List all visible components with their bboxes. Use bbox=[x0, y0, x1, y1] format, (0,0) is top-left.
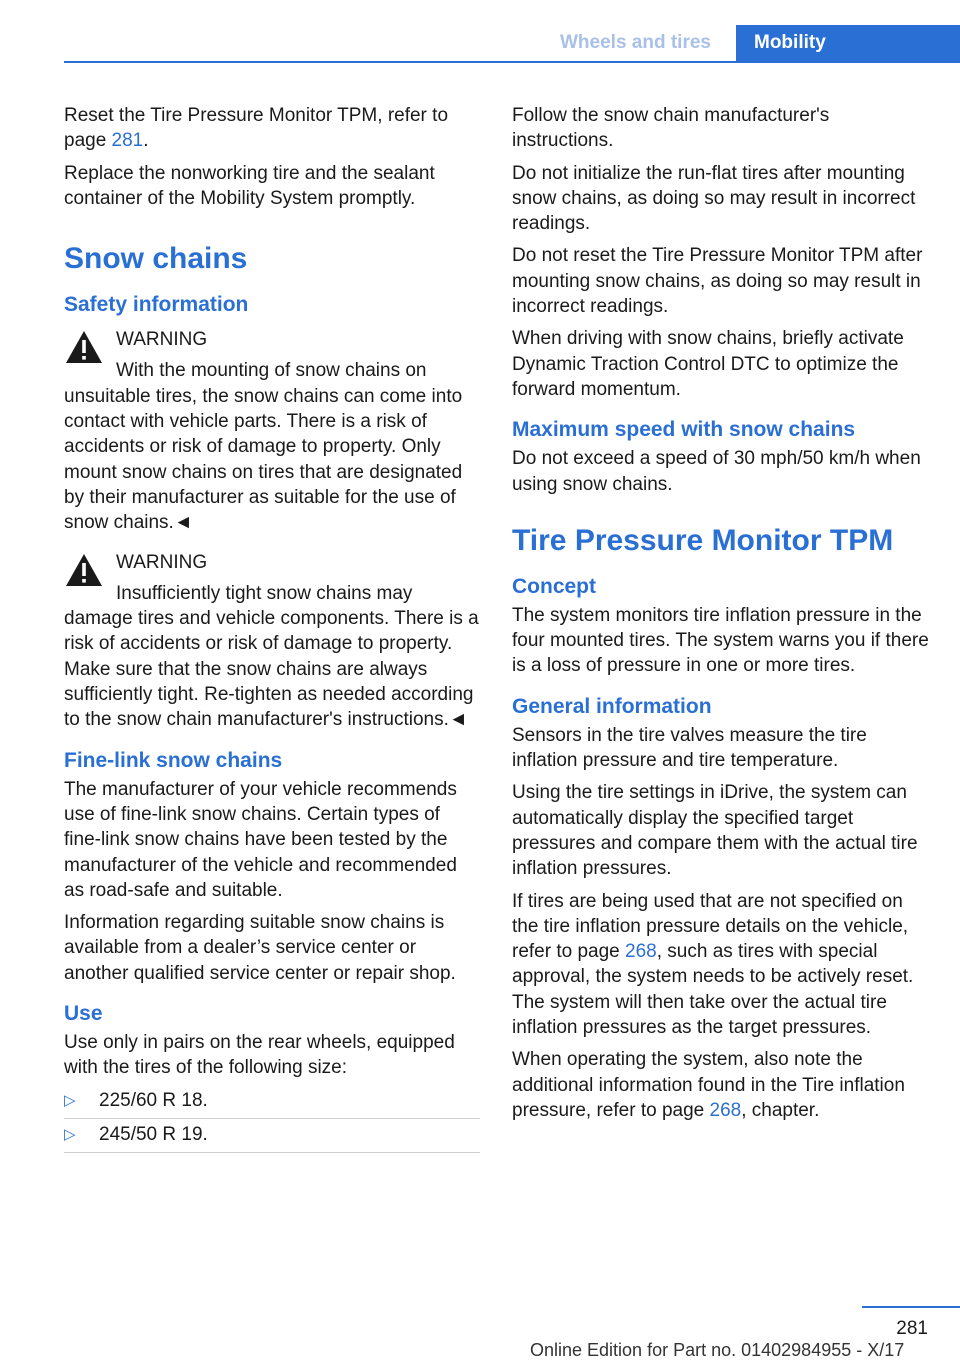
page-number: 281 bbox=[896, 1318, 928, 1339]
right-paragraph-3: Do not reset the Tire Pressure Monitor TPM after mounting snow chains, as doing so may result in incorrect readings. bbox=[512, 245, 923, 318]
warning-text: With the mounting of snow chains on unsuitable tires, the snow chains can come into contact with vehicle parts. There is a risk of accidents or risk of damage to property. Only mount snow chains on tires that are designated by their manufacturer as suitable for the use of snow chains.◄ bbox=[64, 360, 463, 534]
fine-link-paragraph-1: The manufacturer of your vehicle recommends use of fine-link snow chains. Certain types of fine-link snow chains have been tested by the manufacturer of the vehicle and recommended as road-safe and suitable. bbox=[64, 778, 457, 901]
warning-triangle-icon bbox=[64, 329, 104, 365]
heading-concept: Concept bbox=[512, 574, 596, 598]
heading-use: Use bbox=[64, 1002, 103, 1026]
fine-link-paragraph-2: Information regarding suitable snow chains is available from a dealer’s service center or another qualified service center or repair shop. bbox=[64, 912, 456, 984]
edition-note: Online Edition for Part no. 01402984955 - X/17 bbox=[530, 1340, 905, 1360]
concept-paragraph: The system monitors tire inflation pressure in the four mounted tires. The system warns you if there is a loss of pressure in one or more tires. bbox=[512, 604, 929, 677]
header-rule bbox=[64, 61, 960, 63]
general-paragraph-3: If tires are being used that are not specified on the tire inflation pressure details on the vehicle, refer to page 268, such as tires with special approval, the system needs to be actively reset. The system will then take over the actual tire inflation pressures as the target pressures. bbox=[512, 890, 914, 1039]
heading-maximum-speed: Maximum speed with snow chains bbox=[512, 418, 856, 442]
heading-tire-pressure-monitor: Tire Pressure Monitor TPM bbox=[512, 523, 894, 557]
page-link-281[interactable]: 281 bbox=[111, 130, 144, 152]
warning-text: Insufficiently tight snow chains may damage tires and vehicle components. There is a risk of accidents or risk of damage to property. Make sure that the snow chains are always sufficiently tight. Re-tighten as needed according to the snow chain manufacturer's instructions.◄ bbox=[64, 582, 479, 731]
use-paragraph: Use only in pairs on the rear wheels, equipped with the tires of the following size: bbox=[64, 1032, 455, 1079]
warning-title: WARNING bbox=[116, 551, 208, 573]
intro-paragraph-2: Replace the nonworking tire and the sealant container of the Mobility System promptly. bbox=[64, 162, 435, 209]
footer-rule bbox=[862, 1306, 960, 1308]
right-paragraph-4: When driving with snow chains, briefly activate Dynamic Traction Control DTC to optimize the forward momentum. bbox=[512, 328, 904, 400]
triangle-bullet-icon: ▷ bbox=[64, 1125, 76, 1143]
warning-block-2 bbox=[64, 550, 480, 733]
page-link-268[interactable]: 268 bbox=[709, 1099, 742, 1121]
general-paragraph-2: Using the tire settings in iDrive, the system can automatically display the specified target pressures and compare them with the actual tire inflation pressures. bbox=[512, 782, 918, 880]
right-paragraph-2: Do not initialize the run-flat tires after mounting snow chains, as doing so may result in incorrect readings. bbox=[512, 162, 916, 235]
triangle-bullet-icon: ▷ bbox=[64, 1091, 76, 1109]
list-item: ▷ 225/60 R 18. bbox=[64, 1088, 480, 1122]
max-speed-paragraph: Do not exceed a speed of 30 mph/50 km/h when using snow chains. bbox=[512, 448, 921, 495]
warning-block-1 bbox=[64, 327, 480, 535]
warning-triangle-icon bbox=[64, 552, 104, 588]
left-column bbox=[64, 103, 480, 1156]
right-paragraph-1: Follow the snow chain manufacturer's instructions. bbox=[512, 105, 830, 152]
list-item: ▷ 245/50 R 19. bbox=[64, 1122, 480, 1156]
general-paragraph-4: When operating the system, also note the additional information found in the Tire inflation pressure, refer to page 268, chapter. bbox=[512, 1049, 905, 1121]
header-section-title: Wheels and tires bbox=[560, 25, 736, 61]
heading-general-information: General information bbox=[512, 694, 712, 718]
general-paragraph-1: Sensors in the tire valves measure the tire inflation pressure and tire temperature. bbox=[512, 724, 867, 772]
tire-size-list bbox=[64, 1088, 480, 1157]
header-chapter-tab: Mobility bbox=[736, 25, 960, 61]
warning-title: WARNING bbox=[116, 329, 208, 351]
page-link-268[interactable]: 268 bbox=[625, 941, 657, 963]
heading-snow-chains: Snow chains bbox=[64, 242, 248, 276]
heading-fine-link-snow-chains: Fine-link snow chains bbox=[64, 748, 283, 772]
right-column bbox=[512, 103, 932, 1130]
heading-safety-information: Safety information bbox=[64, 293, 249, 317]
intro-paragraph-1: Reset the Tire Pressure Monitor TPM, refer to page 281. bbox=[64, 105, 449, 152]
